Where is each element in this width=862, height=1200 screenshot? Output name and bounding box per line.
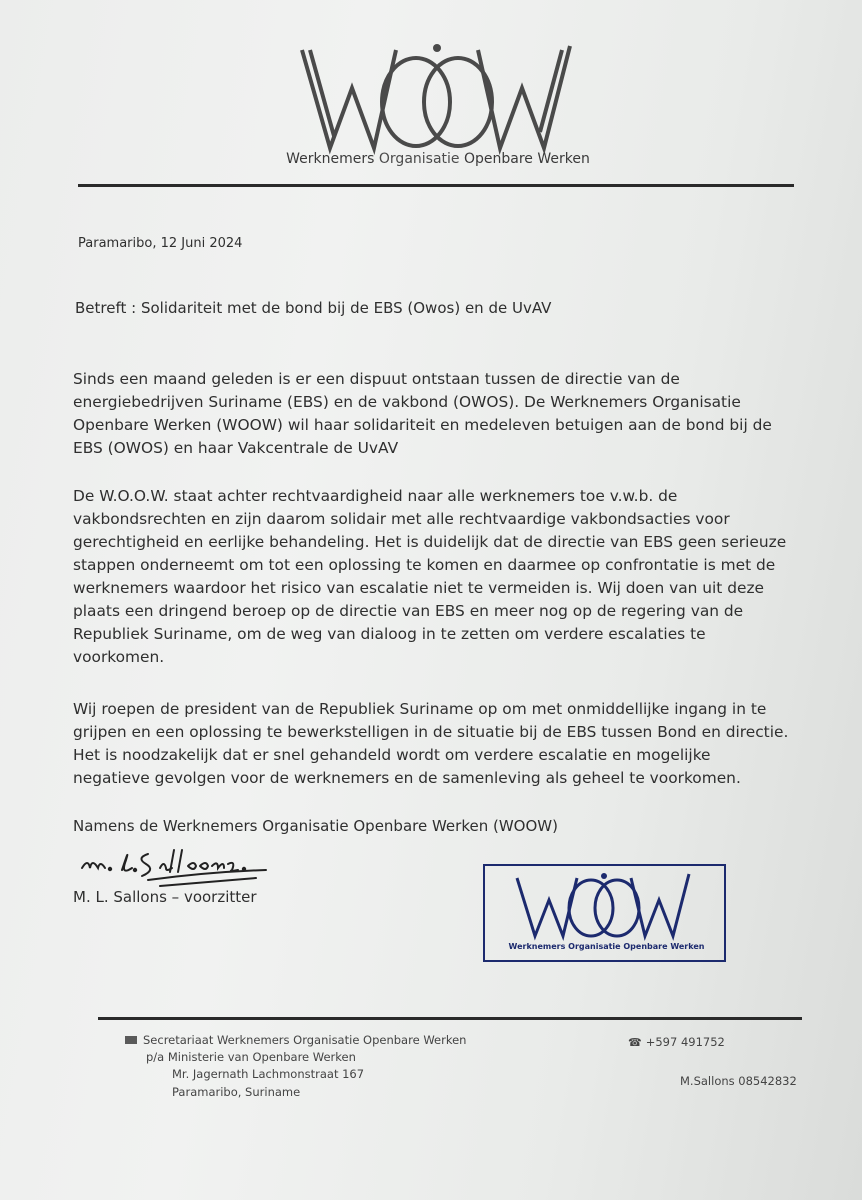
text-line: plaats een dringend beroep op de directie van EBS en meer nog op de regering van de — [73, 602, 744, 620]
text-line: Openbare Werken (WOOW) wil haar solidariteit en medeleven betuigen aan de bond bij de — [73, 416, 772, 434]
text-line: stappen onderneemt om tot een oplossing te komen en daarmee op confrontatie is met de — [73, 556, 776, 574]
footer-divider — [98, 1017, 802, 1020]
phone-icon: ☎ — [628, 1036, 642, 1049]
phone-number: +597 491752 — [645, 1035, 725, 1049]
text-line: werknemers waardoor het risico van escalatie niet te vermeiden is. Wij doen van uit deze — [73, 579, 765, 597]
text-line: grijpen en een oplossing te bewerkstelligen in de situatie bij de EBS tussen Bond en directie. — [73, 723, 789, 741]
text-line: EBS (OWOS) en haar Vakcentrale de UvAV — [73, 439, 399, 457]
footer-address-line-2: p/a Ministerie van Openbare Werken — [146, 1050, 356, 1064]
stamp-caption: Werknemers Organisatie Openbare Werken — [508, 942, 705, 951]
secretariat-label: Secretariaat Werknemers Organisatie Openbare Werken — [143, 1033, 467, 1047]
footer-phone — [628, 1035, 725, 1049]
organization-stamp — [483, 864, 726, 962]
woow-logo — [296, 40, 576, 158]
text-line: De W.O.O.W. staat achter rechtvaardigheid naar alle werknemers toe v.w.b. de — [73, 487, 678, 505]
text-line: Wij roepen de president van de Republiek Suriname op om met onmiddellijke ingang in te — [73, 700, 767, 718]
org-name-part1: Werknemers — [286, 151, 375, 167]
text-line: gerechtigheid en eerlijke behandeling. Het is duidelijk dat de directie van EBS geen serieuze — [73, 533, 787, 551]
signatory-name: M. L. Sallons – voorzitter — [73, 888, 257, 906]
header-divider — [78, 184, 794, 187]
text-line: energiebedrijven Suriname (EBS) en de vakbond (OWOS). De Werknemers Organisatie — [73, 393, 741, 411]
footer-address-line-3: Mr. Jagernath Lachmonstraat 167 — [172, 1067, 365, 1081]
org-name — [200, 151, 676, 167]
paragraph-3 — [73, 698, 793, 790]
footer-address-line-1 — [125, 1033, 466, 1047]
stamp-logo — [513, 870, 693, 942]
closing-line: Namens de Werknemers Organisatie Openbare Werken (WOOW) — [73, 817, 558, 835]
paragraph-2 — [73, 485, 793, 669]
letter-subject: Betreft : Solidariteit met de bond bij de EBS (Owos) en de UvAV — [75, 299, 552, 317]
paragraph-1 — [73, 368, 793, 460]
letter-date: Paramaribo, 12 Juni 2024 — [78, 236, 243, 251]
footer-address-line-4: Paramaribo, Suriname — [172, 1085, 301, 1099]
handwritten-signature — [78, 842, 273, 892]
text-line: Het is noodzakelijk dat er snel gehandeld wordt om verdere escalatie en mogelijke — [73, 746, 711, 764]
org-name-part2: Organisatie — [378, 151, 460, 167]
text-line: negatieve gevolgen voor de werknemers en de samenleving als geheel te voorkomen. — [73, 769, 741, 787]
org-name-part3: Openbare Werken — [463, 151, 590, 167]
envelope-icon — [125, 1036, 137, 1044]
text-line: Sinds een maand geleden is er een dispuut ontstaan tussen de directie van de — [73, 370, 680, 388]
text-line: voorkomen. — [73, 648, 165, 666]
footer-mobile: M.Sallons 08542832 — [680, 1074, 797, 1088]
text-line: Republiek Suriname, om de weg van dialoog in te zetten om verdere escalaties te — [73, 625, 706, 643]
text-line: vakbondsrechten en zijn daarom solidair met alle rechtvaardige vakbondsacties voor — [73, 510, 730, 528]
